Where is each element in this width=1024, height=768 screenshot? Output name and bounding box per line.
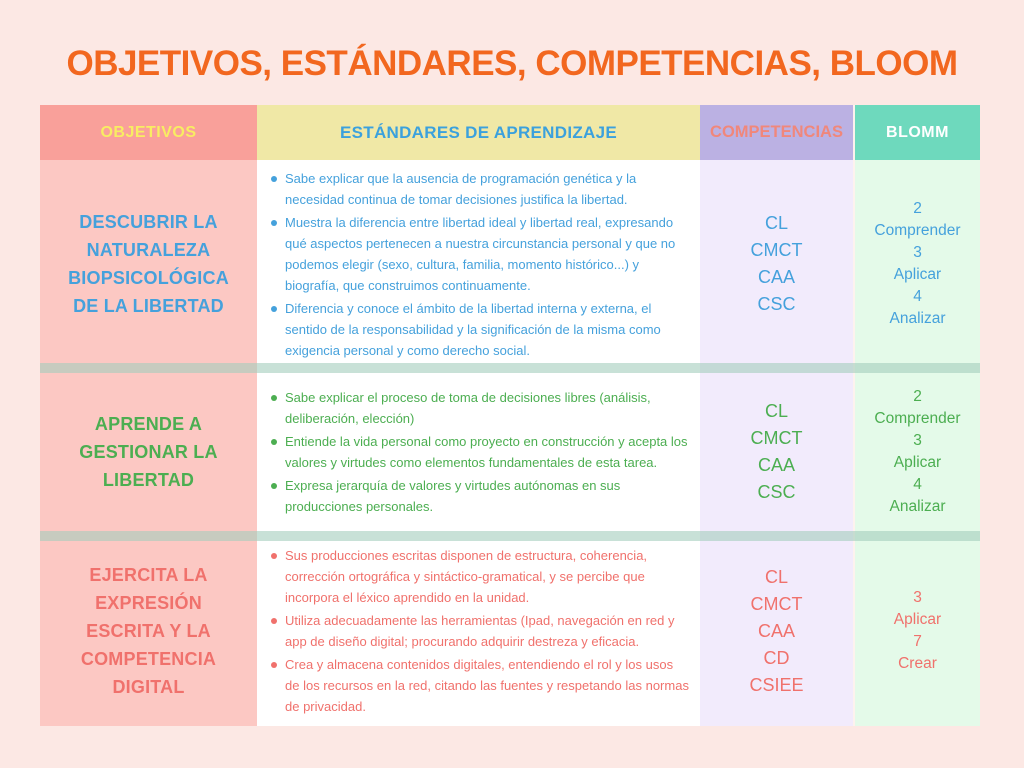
estandar-item: Diferencia y conoce el ámbito de la libertad interna y externa, el sentido de la responsabilidad y la significación de la misma como exigencia personal y como derecho social. — [263, 298, 690, 361]
bloom-line: Comprender — [874, 222, 961, 239]
estandar-item: Sus producciones escritas disponen de estructura, coherencia, corrección ortográfica y sintáctico-gramatical, y se percibe que incorpora el léxico aprendido en la unidad. — [263, 545, 690, 608]
competencia-code: CAA — [757, 455, 795, 475]
bloom-line: Aplicar — [893, 611, 942, 628]
objetivo-cell: DESCUBRIR LA NATURALEZA BIOPSICOLÓGICA DE LA LIBERTAD — [40, 160, 257, 368]
competencia-code: CL — [764, 401, 788, 421]
estandar-item: Utiliza adecuadamente las herramientas (Ipad, navegación en red y app de diseño digital; procurando adquirir destreza y eficacia. — [263, 610, 690, 652]
bloom-line: 3 — [913, 432, 922, 449]
competencia-code: CSC — [757, 482, 796, 502]
bloom-line: Analizar — [889, 310, 946, 327]
bloom-line: 4 — [913, 476, 922, 493]
bloom-line: 2 — [913, 200, 922, 217]
estandar-item: Muestra la diferencia entre libertad ideal y libertad real, expresando qué aspectos pertenecen a nuestra circunstancia personal y que no podemos elegir (sexo, cultura, familia, momento histórico...) y biografía, que construimos continuamente. — [263, 212, 690, 296]
competencia-code: CMCT — [750, 593, 803, 614]
estandares-list — [263, 166, 690, 363]
bloom-line: Comprender — [874, 410, 961, 427]
estandar-item: Expresa jerarquía de valores y virtudes autónomas en sus producciones personales. — [263, 475, 690, 517]
estandares-list — [263, 543, 690, 719]
competencia-code: CSC — [757, 294, 796, 314]
competencia-code: CL — [764, 213, 788, 233]
bloom-cell — [853, 160, 980, 368]
estandar-item: Sabe explicar el proceso de toma de decisiones libres (análisis, deliberación, elección) — [263, 387, 690, 429]
estandares-cell — [257, 368, 700, 536]
estandar-item: Sabe explicar que la ausencia de programación genética y la necesidad continua de tomar decisiones justifica la libertad. — [263, 168, 690, 210]
competencia-code: CAA — [757, 267, 795, 287]
column-header-objetivos: OBJETIVOS — [40, 105, 257, 160]
bloom-cell — [853, 368, 980, 536]
column-header-competencias: COMPETENCIAS — [700, 105, 853, 160]
bloom-line: 3 — [913, 244, 922, 261]
bloom-line: 7 — [913, 633, 922, 650]
competencia-code: CAA — [757, 620, 795, 641]
estandar-item: Crea y almacena contenidos digitales, entendiendo el rol y los usos de los recursos en la red, citando las fuentes y respetando las normas de privacidad. — [263, 654, 690, 717]
bloom-line: Analizar — [889, 498, 946, 515]
competencia-code: CD — [763, 647, 790, 668]
estandares-list — [263, 385, 690, 519]
competencia-code: CMCT — [750, 428, 803, 448]
competencias-cell — [700, 368, 853, 536]
competencias-cell — [700, 160, 853, 368]
bloom-line: Aplicar — [893, 266, 942, 283]
bloom-line: 2 — [913, 388, 922, 405]
bloom-cell — [853, 536, 980, 726]
objetivo-cell: APRENDE A GESTIONAR LA LIBERTAD — [40, 368, 257, 536]
column-header-estandares: ESTÁNDARES DE APRENDIZAJE — [257, 105, 700, 160]
page-title: OBJETIVOS, ESTÁNDARES, COMPETENCIAS, BLOOM — [66, 44, 958, 83]
bloom-line: 3 — [913, 589, 922, 606]
bloom-line: Crear — [898, 655, 937, 672]
competencia-code: CSIEE — [749, 674, 804, 695]
table — [40, 105, 980, 726]
estandar-item: Entiende la vida personal como proyecto en construcción y acepta los valores y virtudes como elementos fundamentales de esta tarea. — [263, 431, 690, 473]
bloom-line: 4 — [913, 288, 922, 305]
column-header-bloom: BLOMM — [853, 105, 980, 160]
objetivo-cell: EJERCITA LA EXPRESIÓN ESCRITA Y LA COMPETENCIA DIGITAL — [40, 536, 257, 726]
competencia-code: CL — [764, 566, 788, 587]
estandares-cell — [257, 536, 700, 726]
competencias-cell — [700, 536, 853, 726]
competencia-code: CMCT — [750, 240, 803, 260]
estandares-cell — [257, 160, 700, 368]
bloom-line: Aplicar — [893, 454, 942, 471]
